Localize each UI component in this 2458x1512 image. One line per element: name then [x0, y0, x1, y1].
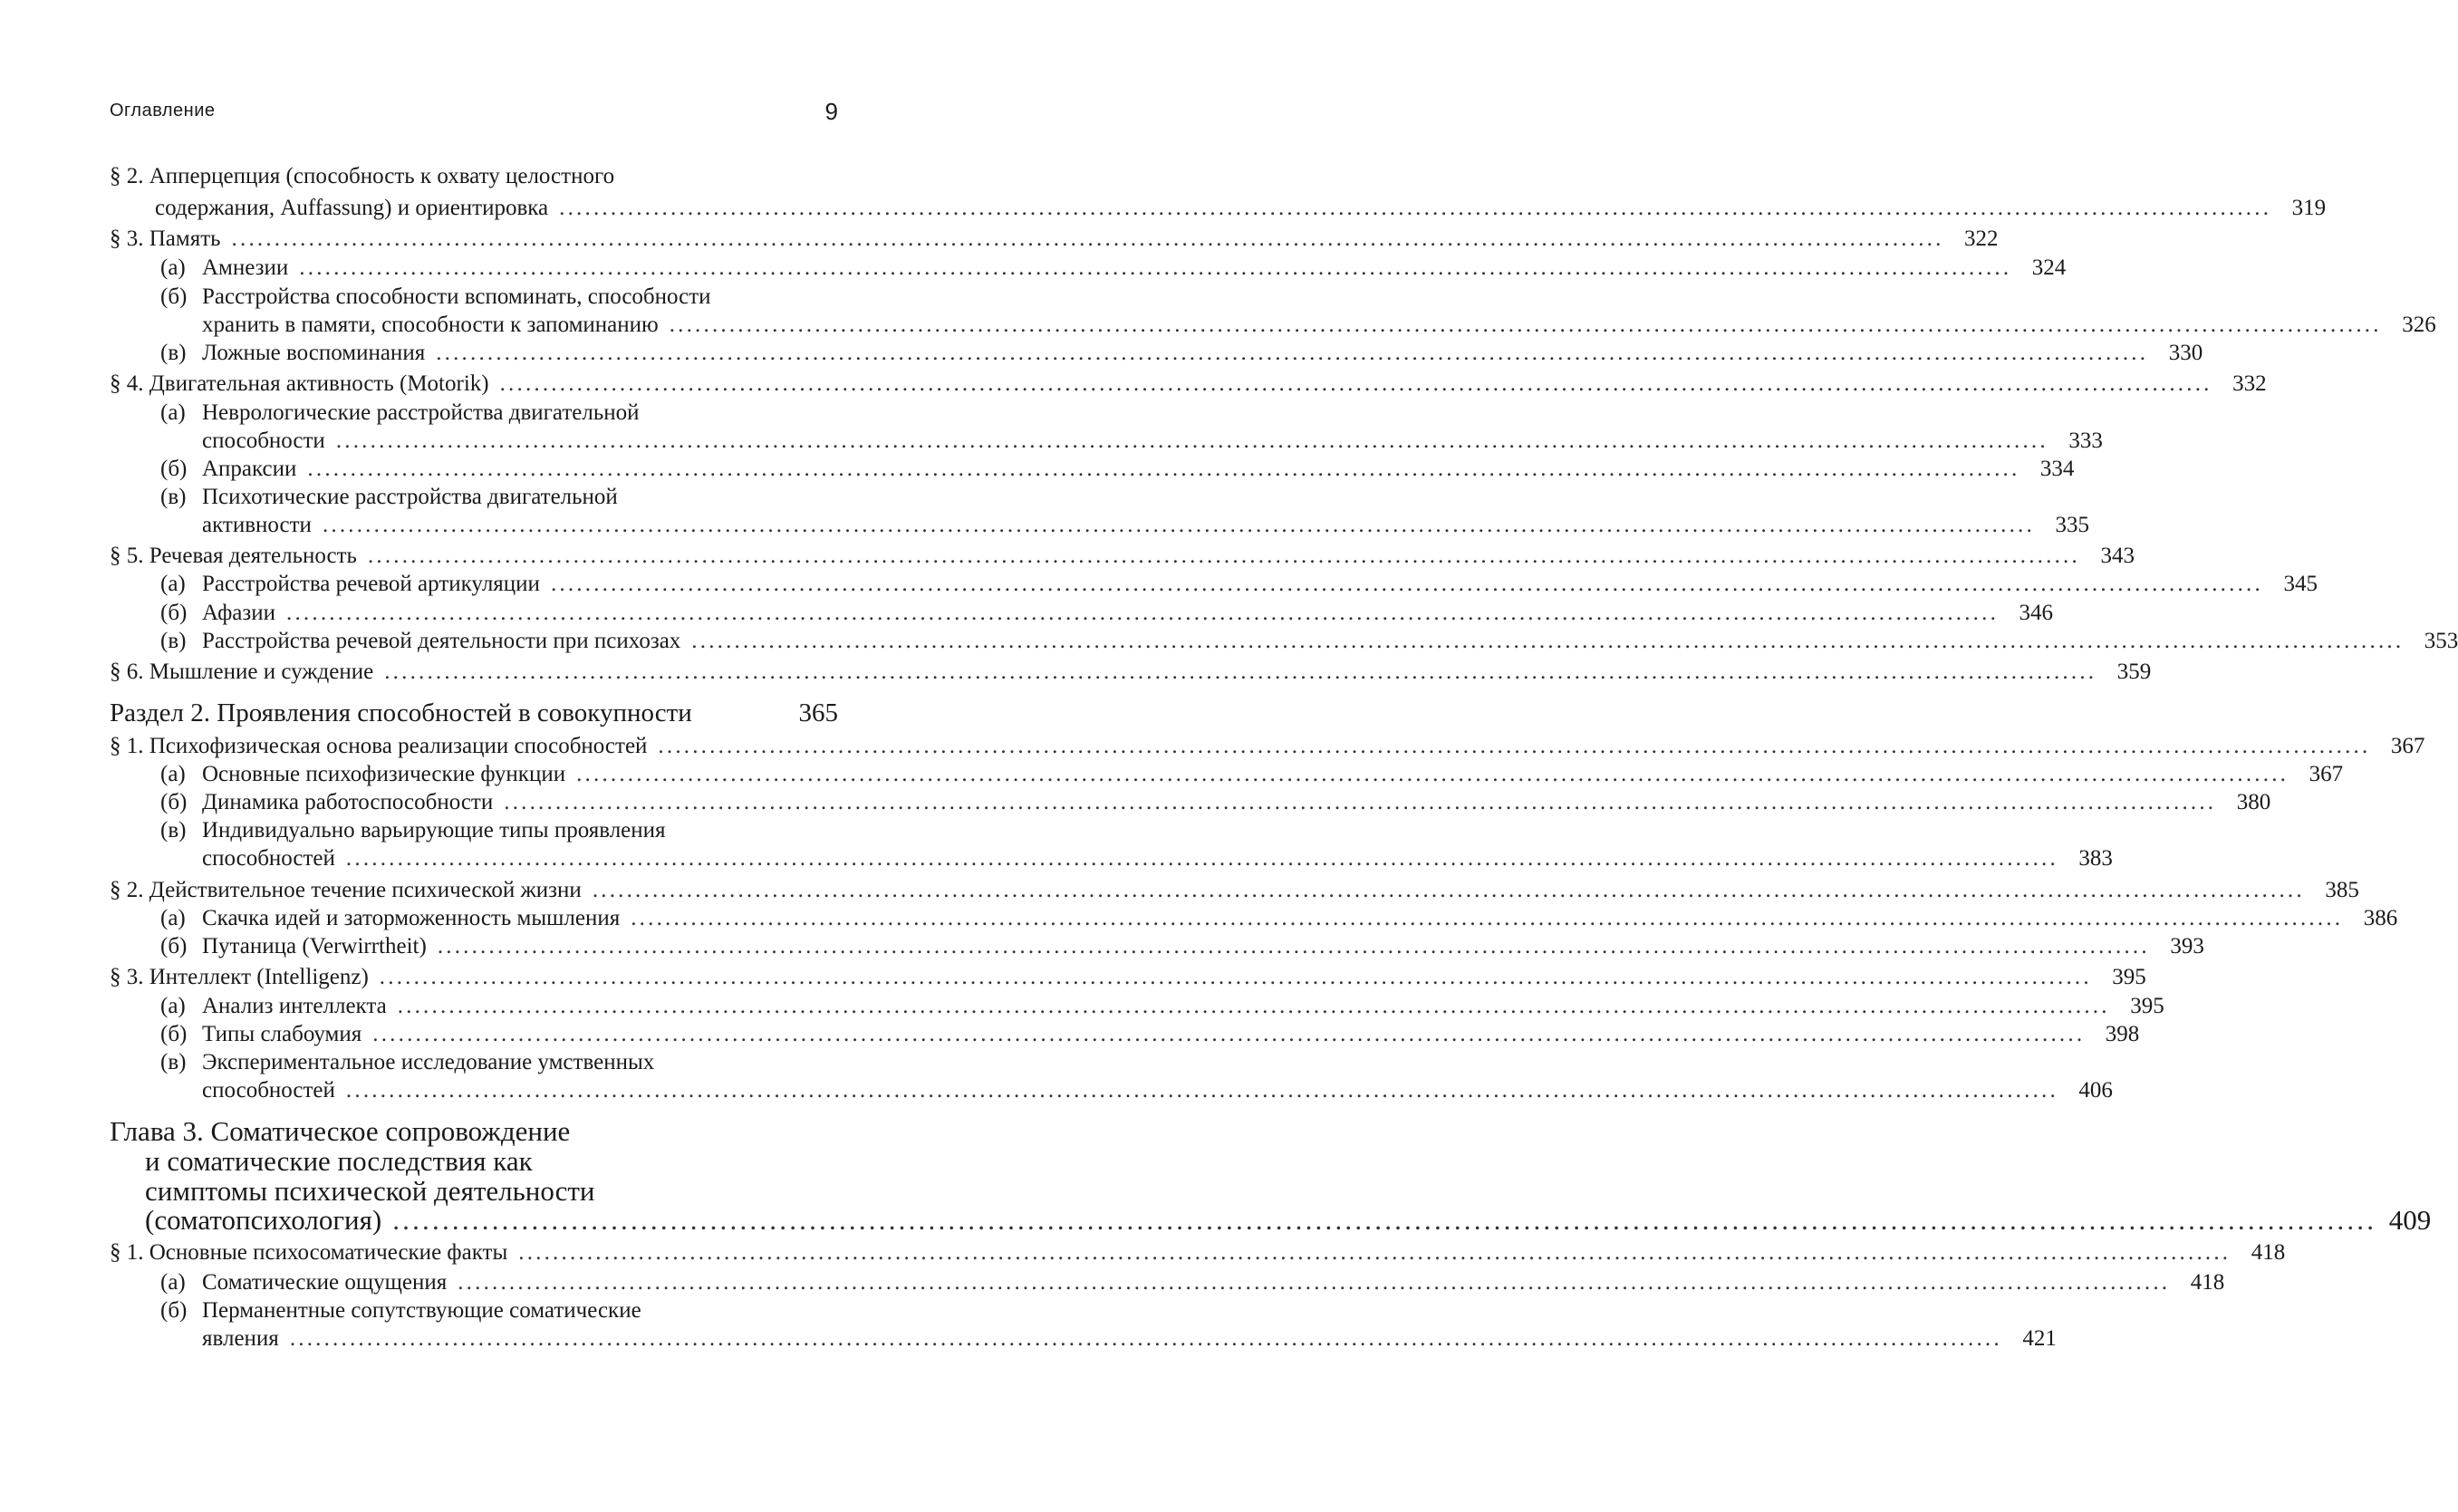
toc-entry-sec — [0, 162, 838, 191]
dot-leader: ........................................................................................................................................................................................................ — [458, 1270, 2171, 1295]
toc-entry-part — [0, 698, 838, 728]
entry-title: § 3. Интеллект (Intelligenz) — [110, 965, 369, 989]
entry-marker: (б) — [160, 790, 188, 814]
dot-leader: ........................................................................................................................................................................................................ — [384, 660, 2097, 684]
toc-entry-sub — [0, 427, 2103, 456]
entry-page-number: 421 — [2022, 1326, 2057, 1351]
entry-page-number: 353 — [2424, 629, 2458, 653]
toc-entry-chap — [0, 1116, 838, 1147]
entry-marker: (в) — [160, 1050, 187, 1074]
entry-title: способностей — [202, 1078, 335, 1103]
toc-entry-sub — [0, 1020, 2140, 1049]
toc-entry-sub — [0, 399, 838, 428]
entry-marker: (а) — [160, 400, 186, 425]
entry-page-number: 418 — [2251, 1240, 2286, 1265]
toc-entry-sub — [0, 788, 2271, 817]
dot-leader: ........................................................................................................................................................................................................ — [436, 341, 2149, 365]
toc-entry-sub — [0, 1324, 2057, 1353]
toc-entry-sub — [0, 844, 2113, 873]
toc-entry-sub — [0, 455, 2075, 484]
entry-title: Динамика работоспособности — [202, 790, 494, 814]
entry-page-number: 367 — [2309, 762, 2344, 786]
entry-title: активности — [202, 513, 312, 537]
entry-marker: (б) — [160, 1022, 188, 1046]
toc-entry-sub — [0, 627, 2458, 656]
entry-marker: (в) — [160, 818, 187, 843]
entry-title: § 6. Мышление и суждение — [110, 660, 374, 684]
toc-entry-sub — [0, 1048, 838, 1077]
toc-entry-sec — [0, 225, 1999, 254]
toc-entry-sec — [0, 1238, 2286, 1267]
toc-entry-sub — [0, 816, 838, 845]
entry-page-number: 406 — [2078, 1078, 2113, 1103]
entry-title: § 4. Двигательная активность (Motorik) — [110, 371, 489, 396]
dot-leader: ........................................................................................................................................................................................................ — [559, 196, 2272, 220]
entry-page-number: 380 — [2236, 790, 2271, 814]
entry-title: содержания, Auffassung) и ориентировка — [155, 196, 549, 220]
toc-entry-sub — [0, 992, 2164, 1021]
entry-title: § 2. Апперцепция (способность к охвату целостного — [110, 164, 615, 188]
entry-marker: (а) — [160, 906, 186, 930]
entry-page-number: 334 — [2039, 457, 2075, 481]
entry-page-number: 359 — [2116, 660, 2152, 684]
entry-title: Неврологические расстройства двигательной — [202, 400, 640, 425]
toc-entry-sub — [0, 760, 2344, 789]
entry-page-number: 418 — [2190, 1270, 2225, 1295]
entry-page-number: 365 — [798, 698, 838, 727]
entry-title: Соматические ощущения — [202, 1270, 448, 1295]
toc-entry-sec — [0, 658, 2152, 687]
page-number: 9 — [824, 98, 838, 125]
toc-entry-sub — [0, 904, 2398, 933]
dot-leader: ........................................................................................................................................................................................................ — [658, 734, 2371, 758]
entry-page-number: 395 — [2112, 965, 2146, 989]
entry-page-number: 343 — [2100, 544, 2135, 568]
entry-title: Скачка идей и заторможенность мышления — [202, 906, 621, 930]
entry-title: Расстройства способности вспоминать, способности — [202, 284, 711, 309]
toc-entry-sec — [0, 542, 2135, 571]
dot-leader: ........................................................................................................................................................................................................ — [379, 965, 2092, 989]
toc-entry-sub — [0, 254, 2067, 283]
entry-title: Афазии — [202, 601, 276, 625]
entry-title: Психотические расстройства двигательной — [202, 485, 618, 509]
entry-page-number: 330 — [2168, 341, 2203, 365]
dot-leader: ........................................................................................................................................................................................................ — [631, 906, 2344, 930]
entry-marker: (б) — [160, 601, 188, 625]
dot-leader: ........................................................................................................................................................................................................ — [345, 1078, 2058, 1103]
entry-title: § 5. Речевая деятельность — [110, 544, 357, 568]
dot-leader: ........................................................................................................................................................................................................ — [550, 572, 2263, 596]
entry-page-number: 324 — [2031, 255, 2067, 280]
dot-leader: ........................................................................................................................................................................................................ — [372, 1022, 2086, 1046]
entry-marker: (в) — [160, 485, 187, 509]
dot-leader: ........................................................................................................................................................................................................ — [286, 601, 2000, 625]
entry-marker: (в) — [160, 341, 187, 365]
running-header-title: Оглавление — [110, 101, 216, 120]
dot-leader: ........................................................................................................................................................................................................ — [335, 429, 2048, 453]
entry-marker: (а) — [160, 994, 186, 1018]
dot-leader: ........................................................................................................................................................................................................ — [437, 934, 2150, 958]
entry-title: Ложные воспоминания — [202, 341, 426, 365]
entry-marker: (а) — [160, 255, 186, 280]
entry-page-number: 386 — [2363, 906, 2398, 930]
entry-page-number: 345 — [2283, 572, 2318, 596]
dot-leader: ........................................................................................................................................................................................................ — [691, 629, 2405, 653]
entry-page-number: 333 — [2068, 429, 2103, 453]
dot-leader: ........................................................................................................................................................................................................ — [392, 1204, 2377, 1236]
entry-marker: (б) — [160, 457, 188, 481]
entry-page-number: 319 — [2291, 196, 2327, 220]
entry-page-number: 395 — [2130, 994, 2164, 1018]
dot-leader: ........................................................................................................................................................................................................ — [669, 313, 2382, 337]
dot-leader: ........................................................................................................................................................................................................ — [504, 790, 2217, 814]
entry-marker: (б) — [160, 1298, 188, 1323]
toc-entry-chap — [0, 1176, 838, 1207]
toc-entry-sec — [0, 194, 2327, 223]
entry-title: § 3. Память — [110, 226, 221, 251]
entry-page-number: 322 — [1964, 226, 1999, 251]
toc-entry-sec — [0, 963, 2146, 992]
toc-entry-sub — [0, 570, 2318, 599]
entry-title: (соматопсихология) — [145, 1204, 382, 1236]
toc-entry-sub — [0, 483, 838, 512]
entry-marker: (а) — [160, 1270, 186, 1295]
dot-leader: ........................................................................................................................................................................................................ — [397, 994, 2110, 1018]
entry-title: Расстройства речевой артикуляции — [202, 572, 540, 596]
entry-page-number: 346 — [2019, 601, 2054, 625]
toc-entry-sec — [0, 732, 2425, 761]
entry-page-number: 393 — [2170, 934, 2204, 958]
entry-page-number: 326 — [2402, 313, 2436, 337]
entry-page-number: 383 — [2078, 846, 2113, 871]
entry-title: Расстройства речевой деятельности при психозах — [202, 629, 681, 653]
dot-leader: ........................................................................................................................................................................................................ — [576, 762, 2289, 786]
dot-leader: ........................................................................................................................................................................................................ — [499, 371, 2212, 396]
entry-title: способностей — [202, 846, 335, 871]
toc-entry-sec — [0, 876, 2359, 905]
dot-leader: ........................................................................................................................................................................................................ — [307, 457, 2020, 481]
toc-entry-sub — [0, 599, 2054, 628]
entry-marker: (а) — [160, 762, 186, 786]
entry-title: Анализ интеллекта — [202, 994, 387, 1018]
entry-page-number: 332 — [2232, 371, 2267, 396]
entry-title: Раздел 2. Проявления способностей в совокупности — [110, 698, 692, 727]
entry-title: § 1. Психофизическая основа реализации способностей — [110, 734, 648, 758]
entry-title: Основные психофизические функции — [202, 762, 566, 786]
dot-leader: ........................................................................................................................................................................................................ — [367, 544, 2080, 568]
entry-page-number: 385 — [2325, 878, 2359, 902]
toc-entry-sub — [0, 283, 838, 312]
toc-entry-sub — [0, 1296, 838, 1325]
dot-leader: ........................................................................................................................................................................................................ — [322, 513, 2035, 537]
dot-leader: ........................................................................................................................................................................................................ — [518, 1240, 2231, 1265]
toc-entry-sub — [0, 932, 2204, 961]
entry-title: Экспериментальное исследование умственных — [202, 1050, 655, 1074]
dot-leader: ........................................................................................................................................................................................................ — [299, 255, 2012, 280]
entry-page-number: 335 — [2055, 513, 2089, 537]
entry-marker: (в) — [160, 629, 187, 653]
entry-marker: (б) — [160, 934, 188, 958]
entry-title: Путаница (Verwirrtheit) — [202, 934, 427, 958]
dot-leader: ........................................................................................................................................................................................................ — [289, 1326, 2002, 1351]
dot-leader: ........................................................................................................................................................................................................ — [345, 846, 2058, 871]
entry-title: Апраксии — [202, 457, 297, 481]
dot-leader: ........................................................................................................................................................................................................ — [231, 226, 1944, 251]
toc-entry-chap — [0, 1204, 2432, 1236]
entry-marker: (б) — [160, 284, 188, 309]
entry-title: § 2. Действительное течение психической жизни — [110, 878, 582, 902]
entry-title: хранить в памяти, способности к запоминанию — [202, 313, 659, 337]
entry-page-number: 409 — [2388, 1204, 2432, 1236]
entry-page-number: 398 — [2105, 1022, 2140, 1046]
entry-title: § 1. Основные психосоматические факты — [110, 1240, 508, 1265]
toc-entry-sub — [0, 1268, 2225, 1297]
toc-entry-sub — [0, 511, 2089, 540]
toc-entry-sub — [0, 311, 2436, 340]
entry-title: и соматические последствия как — [145, 1145, 533, 1177]
entry-page-number: 367 — [2390, 734, 2425, 758]
entry-title: явления — [202, 1326, 279, 1351]
entry-title: Перманентные сопутствующие соматические — [202, 1298, 641, 1323]
entry-title: Типы слабоумия — [202, 1022, 362, 1046]
toc-entry-sub — [0, 339, 2203, 368]
toc-entry-sec — [0, 370, 2267, 399]
entry-title: способности — [202, 429, 325, 453]
entry-title: Амнезии — [202, 255, 289, 280]
entry-title: Индивидуально варьирующие типы проявления — [202, 818, 666, 843]
entry-title: симптомы психической деятельности — [145, 1175, 595, 1207]
dot-leader: ........................................................................................................................................................................................................ — [592, 878, 2305, 902]
toc-entry-chap — [0, 1146, 838, 1177]
entry-title: Глава 3. Соматическое сопровождение — [110, 1115, 571, 1147]
entry-marker: (а) — [160, 572, 186, 596]
toc-entry-sub — [0, 1076, 2113, 1105]
